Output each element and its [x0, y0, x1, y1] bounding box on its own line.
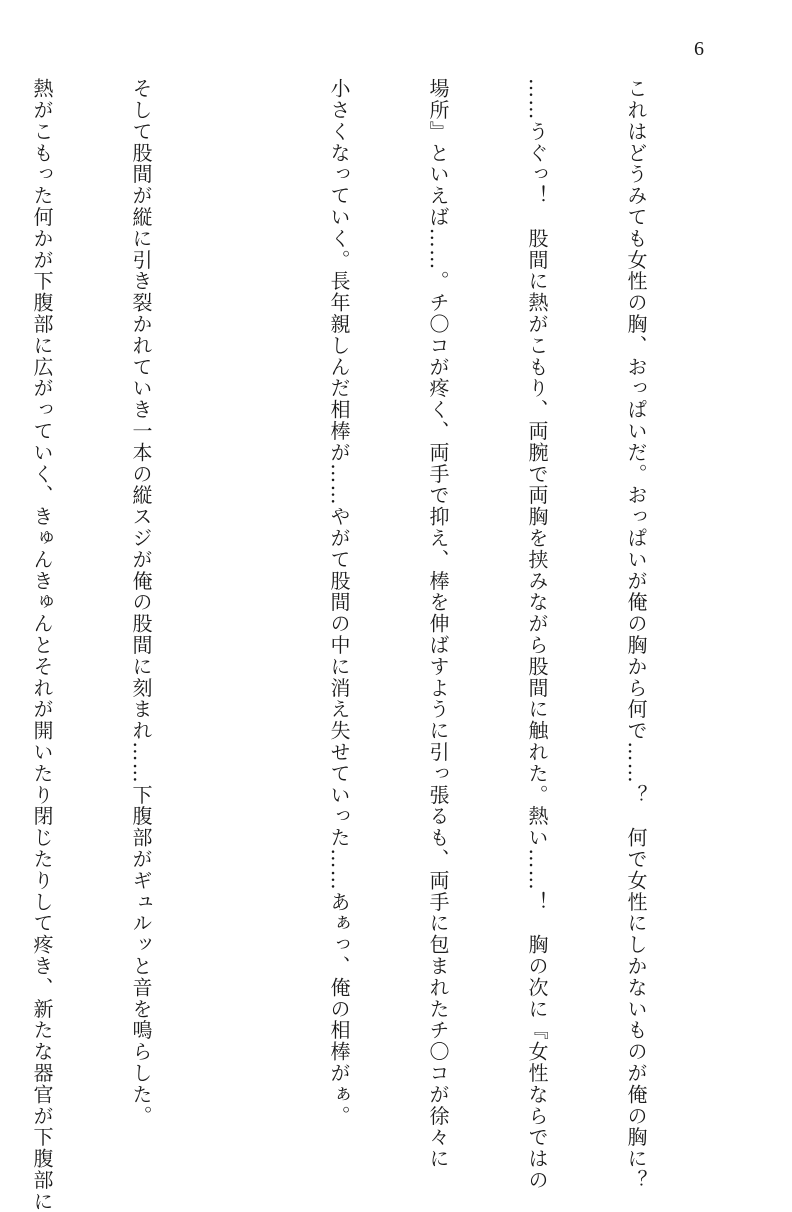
text-line: そして股間が縦に引き裂かれていき一本の縦スジが俺の股間に刻まれ……下腹部がギュルッと音を鳴らした。	[129, 78, 153, 1127]
text-line: 小さくなっていく。長年親しんだ相棒が……やがて股間の中に消え失せていった……あぁっ、俺の相棒がぁ。	[327, 78, 351, 1127]
text-line: 熱がこもった何かが下腹部に広がっていく、きゅんきゅんとそれが開いたり閉じたりして疼き、新たな器官が下腹部に	[30, 78, 54, 1212]
text-line: ……うぐっ！ 股間に熱がこもり、両腕で両胸を挟みながら股間に触れた。熱い……！ 胸の次に『女性ならではの	[525, 78, 549, 1191]
text-line: 場所』といえば……。チ〇コが疼く、両手で抑え、棒を伸ばすように引っ張るも、両手に包まれたチ〇コが徐々に	[426, 78, 450, 1170]
page-number: 6	[694, 38, 704, 60]
body-text	[30, 78, 718, 1212]
blank-line	[223, 78, 256, 1058]
text-line: これはどうみても女性の胸、おっぱいだ。おっぱいが俺の胸から何で……？ 何で女性にしかないものが俺の胸に？	[624, 78, 648, 1191]
